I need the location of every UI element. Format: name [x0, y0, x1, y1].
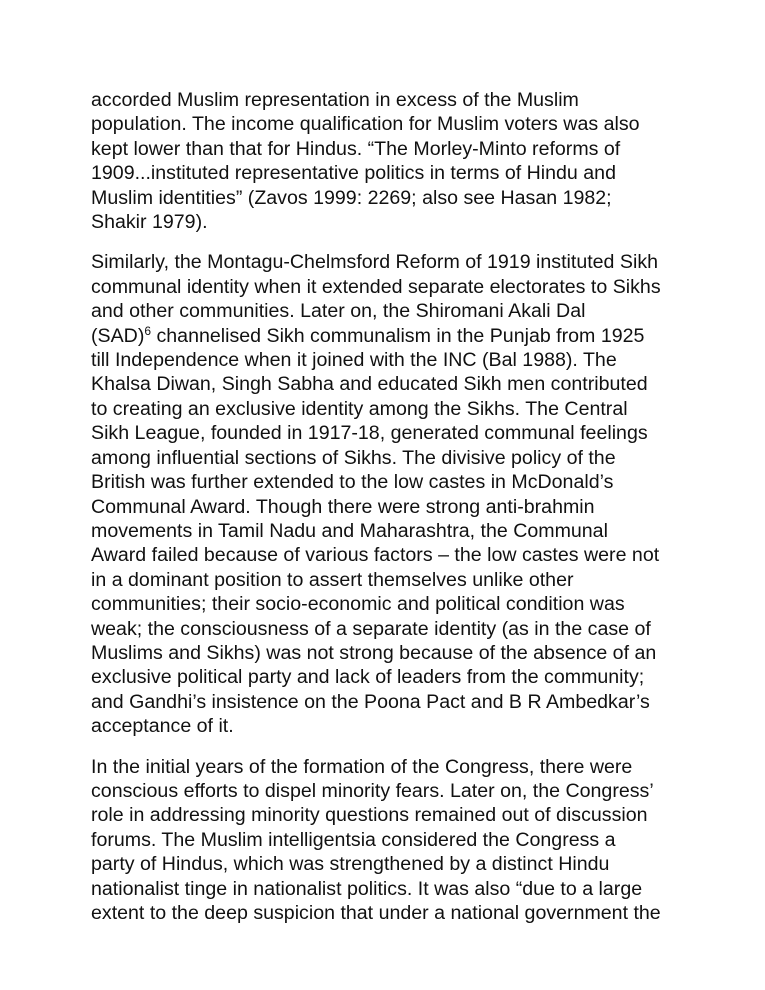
text-line: and other communities. Later on, the Shiromani Akali Dal [91, 300, 586, 323]
text-line: nationalist tinge in nationalist politics. It was also “due to a large [91, 877, 643, 900]
text-line: extent to the deep suspicion that under a national government the [91, 902, 661, 924]
text-line: accorded Muslim representation in excess of the Muslim [91, 89, 579, 111]
footnote-marker: 6 [144, 323, 152, 338]
text-line: till Independence when it joined with the INC (Bal 1988). The [91, 349, 617, 372]
text-line: communities; their socio-economic and political condition was [91, 593, 625, 616]
text-line: 1909...instituted representative politics in terms of Hindu and [91, 162, 616, 185]
text-line: Award failed because of various factors – the low castes were not [91, 544, 660, 567]
text-line: exclusive political party and lack of leaders from the community; [91, 666, 645, 689]
text-line: Similarly, the Montagu-Chelmsford Reform of 1919 instituted Sikh [91, 251, 659, 274]
text-line: among influential sections of Sikhs. The divisive policy of the [91, 446, 616, 469]
text-line: Muslims and Sikhs) was not strong because of the absence of an [91, 641, 657, 664]
text-line: movements in Tamil Nadu and Maharashtra, the Communal [91, 519, 608, 542]
text-line-with-footnote [91, 324, 691, 348]
text-line: in a dominant position to assert themselves unlike other [91, 568, 574, 591]
text-line: weak; the consciousness of a separate identity (as in the case of [91, 617, 651, 640]
text-line: Shakir 1979). [91, 211, 208, 234]
text-line: communal identity when it extended separate electorates to Sikhs [91, 275, 661, 298]
text-line: Sikh League, founded in 1917-18, generated communal feelings [91, 422, 648, 445]
text-line: party of Hindus, which was strengthened by a distinct Hindu [91, 853, 610, 876]
paragraph-3 [91, 755, 691, 926]
text-line: forums. The Muslim intelligentsia considered the Congress a [91, 828, 616, 851]
text-line: acceptance of it. [91, 715, 234, 738]
text-line: British was further extended to the low castes in McDonald’s [91, 471, 614, 494]
paragraph-1 [91, 88, 691, 234]
text-line: Communal Award. Though there were strong anti-brahmin [91, 495, 595, 518]
text-line: population. The income qualification for Muslim voters was also [91, 113, 640, 136]
text-fragment: channelised Sikh communalism in the Punjab from 1925 [151, 324, 645, 347]
text-line: role in addressing minority questions remained out of discussion [91, 804, 648, 827]
text-line: conscious efforts to dispel minority fears. Later on, the Congress’ [91, 779, 654, 802]
paragraph-2 [91, 250, 691, 738]
text-line: and Gandhi’s insistence on the Poona Pact and B R Ambedkar’s [91, 690, 650, 713]
text-line: In the initial years of the formation of the Congress, there were [91, 755, 633, 778]
document-page [91, 88, 691, 941]
text-line: Muslim identities” (Zavos 1999: 2269; also see Hasan 1982; [91, 186, 612, 209]
text-line: to creating an exclusive identity among the Sikhs. The Central [91, 397, 628, 420]
text-fragment: (SAD) [91, 324, 145, 347]
text-line: Khalsa Diwan, Singh Sabha and educated Sikh men contributed [91, 373, 648, 396]
text-line: kept lower than that for Hindus. “The Morley-Minto reforms of [91, 137, 621, 160]
